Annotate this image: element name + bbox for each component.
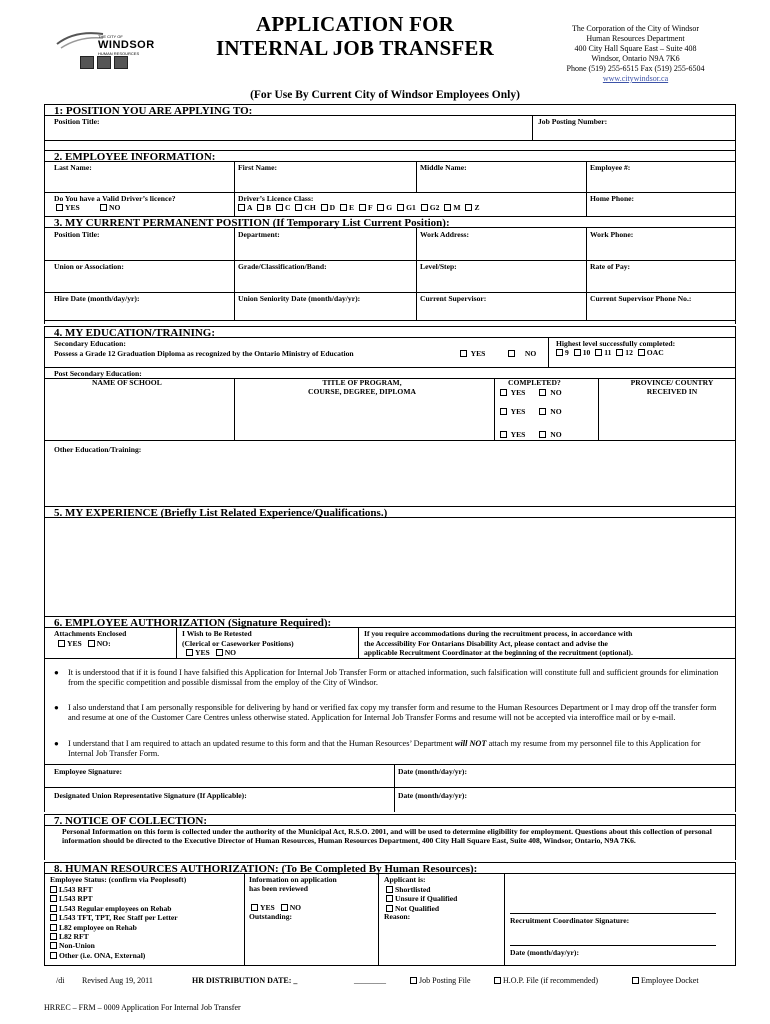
divider [44, 140, 736, 141]
info-reviewed-label: Information on application has been reviewed [249, 875, 337, 893]
section-8-heading: 8. HUMAN RESOURCES AUTHORIZATION: (To Be Completed By Human Resources): [44, 862, 736, 874]
divider [234, 162, 235, 216]
divider [234, 378, 235, 440]
divider [234, 228, 235, 320]
licence-yes-checkbox[interactable]: YES [56, 204, 80, 213]
divider [176, 628, 177, 658]
divider [586, 228, 587, 320]
logo-clock-icon [114, 56, 128, 69]
divider [548, 338, 549, 368]
section-1-heading: 1: POSITION YOU ARE APPLYING TO: [44, 104, 736, 116]
resume-statement: I understand that I am required to attach an updated resume to this form and that the Human Resources’ Department will NOT attach my resume from my personnel file to this Application for Internal Job Transfer Form. [68, 739, 701, 758]
job-posting-file-checkbox[interactable]: Job Posting File [410, 976, 471, 985]
delivery-statement: I also understand that I am personally responsible for delivering by hand or verified fax copy my transfer form and resume to the Human Resources Department or I may drop off the transfer form and resume at one of the Customer Care Centres unless otherwise stated. Application for Internal Job Transfer Forms and resume will not be accepted via interoffice mail or by e-mail. [68, 703, 717, 722]
col-school-header: NAME OF SCHOOL [92, 378, 162, 387]
logo-wordmark: WINDSOR [98, 39, 155, 51]
divider [358, 628, 359, 658]
employee-signature-field[interactable]: Employee Signature: [54, 767, 122, 776]
outstanding-field[interactable]: Outstanding: [249, 912, 293, 921]
coordinator-date-field[interactable]: Date (month/day/yr): [510, 948, 579, 957]
accommodation-line-1: If you require accommodations during the recruitment process, in accordance with [364, 629, 633, 638]
col-completed-header: COMPLETED? [508, 378, 561, 387]
supervisor-phone-field[interactable]: Current Supervisor Phone No.: [590, 294, 692, 303]
divider [504, 874, 505, 966]
section-7-heading: 7. NOTICE OF COLLECTION: [44, 814, 736, 826]
department-field[interactable]: Department: [238, 230, 280, 239]
secondary-education-label: Secondary Education: [54, 339, 126, 348]
bullet-icon: ● [54, 739, 59, 748]
completed-row-2[interactable]: YES NO [500, 408, 562, 417]
divider [244, 874, 245, 966]
logo-handshake-icon [97, 56, 111, 69]
corp-line: Human Resources Department [586, 34, 685, 43]
logo-icon-row [80, 56, 128, 69]
middle-name-field[interactable]: Middle Name: [420, 163, 467, 172]
divider [494, 378, 495, 440]
divider [44, 320, 736, 321]
footer-initials: /di [56, 976, 65, 985]
retest-checkboxes[interactable]: YES NO [186, 649, 236, 658]
section-5-frame[interactable] [44, 506, 736, 616]
completed-row-1[interactable]: YES NO [500, 389, 562, 398]
union-field[interactable]: Union or Association: [54, 262, 124, 271]
licence-class-options[interactable]: A B C CH D E F G G1 G2 M Z [238, 204, 480, 213]
logo-top-text: THE CITY OF [98, 34, 123, 39]
employee-status-options[interactable]: L543 RFT L543 RPT L543 Regular employees on Rehab L543 TFT, TPT, Rec Staff per Letter L82 employee on Rehab L82 RFT Non-Union Other (i.e. ONA, External) [50, 885, 178, 960]
work-address-field[interactable]: Work Address: [420, 230, 470, 239]
hr-distribution-date[interactable]: HR DISTRIBUTION DATE: _ [192, 976, 298, 985]
accommodation-line-2: the Accessibility For Ontarians Disability Act, please contact and advise the [364, 639, 608, 648]
employee-number-field[interactable]: Employee #: [590, 163, 631, 172]
form-identifier: HRREC – FRM – 0009 Application For Internal Job Transfer [44, 1003, 241, 1012]
union-signature-date-field[interactable]: Date (month/day/yr): [398, 791, 467, 800]
licence-no-checkbox[interactable]: NO [100, 204, 120, 213]
job-posting-number-field[interactable]: Job Posting Number: [538, 117, 608, 126]
collection-notice-text: Personal Information on this form is collected under the authority of the Municipal Act, R.S.O. 2001, and will be used to determine eligibility for employment. Questions about this collection of personal information should be directed to the Executive Director of Human Resources, Human Resources Department, 400 City Hall Square East, Suite 408, Windsor, Ontario, N9A 7K6. [62, 827, 712, 846]
signature-line [510, 945, 716, 946]
corporation-address [528, 24, 743, 84]
section-2-heading: 2. EMPLOYEE INFORMATION: [44, 150, 736, 162]
employee-docket-checkbox[interactable]: Employee Docket [632, 976, 699, 985]
other-education-field[interactable]: Other Education/Training: [54, 445, 142, 454]
divider [44, 764, 736, 765]
retest-label: I Wish to Be Retested [182, 629, 252, 638]
accommodation-line-3: applicable Recruitment Coordinator at the beginning of the recruitment (optional). [364, 648, 633, 657]
info-reviewed-checkboxes[interactable]: YES NO [251, 904, 301, 913]
divider [44, 292, 736, 293]
current-supervisor-field[interactable]: Current Supervisor: [420, 294, 487, 303]
section-3-heading: 3. MY CURRENT PERMANENT POSITION (If Temporary List Current Position): [44, 216, 736, 228]
form-title [180, 12, 530, 60]
divider [532, 116, 533, 140]
applicant-status-label: Applicant is: [384, 875, 426, 884]
recruitment-coordinator-signature-field[interactable]: Recruitment Coordinator Signature: [510, 916, 630, 925]
divider [378, 874, 379, 966]
hr-distribution-blank: ________ [354, 976, 386, 985]
divider [44, 367, 736, 368]
title-line-2: INTERNAL JOB TRANSFER [215, 36, 495, 61]
retest-note: (Clerical or Caseworker Positions) [182, 639, 294, 648]
grade-12-no-checkbox[interactable]: NO [508, 350, 536, 359]
reason-field[interactable]: Reason: [384, 912, 411, 921]
corp-line: Phone (519) 255-6515 Fax (519) 255-6504 [566, 64, 705, 73]
last-name-field[interactable]: Last Name: [54, 163, 92, 172]
website-link[interactable]: www.citywindsor.ca [602, 74, 669, 83]
seniority-date-field[interactable]: Union Seniority Date (month/day/yr): [238, 294, 361, 303]
corp-line: The Corporation of the City of Windsor [571, 24, 700, 33]
highest-level-label: Highest level successfully completed: [556, 339, 676, 348]
grade-12-yes-checkbox[interactable]: YES [460, 350, 485, 359]
section-5-heading: 5. MY EXPERIENCE (Briefly List Related Experience/Qualifications.) [44, 506, 736, 518]
rate-of-pay-field[interactable]: Rate of Pay: [590, 262, 631, 271]
corp-line: Windsor, Ontario N9A 7K6 [591, 54, 680, 63]
post-secondary-label: Post Secondary Education: [54, 369, 142, 378]
grade-12-question: Possess a Grade 12 Graduation Diploma as recognized by the Ontario Ministry of Education [54, 349, 354, 358]
bullet-icon: ● [54, 703, 59, 712]
divider [44, 260, 736, 261]
divider [416, 228, 417, 320]
divider [44, 378, 736, 379]
logo-subtitle: HUMAN RESOURCES [98, 51, 140, 56]
divider [44, 787, 736, 788]
section-4-heading: 4. MY EDUCATION/TRAINING: [44, 326, 736, 338]
bullet-icon: ● [54, 668, 59, 677]
current-position-title-field[interactable]: Position Title: [54, 230, 100, 239]
divider [586, 162, 587, 216]
employee-signature-date-field[interactable]: Date (month/day/yr): [398, 767, 467, 776]
signature-line [510, 913, 716, 914]
title-line-1: APPLICATION FOR [255, 12, 455, 36]
work-phone-field[interactable]: Work Phone: [590, 230, 634, 239]
hop-file-checkbox[interactable]: H.O.P. File (if recommended) [494, 976, 598, 985]
grade-field[interactable]: Grade/Classification/Band: [238, 262, 327, 271]
first-name-field[interactable]: First Name: [238, 163, 278, 172]
home-phone-field[interactable]: Home Phone: [590, 194, 635, 203]
footer-revised: Revised Aug 19, 2011 [82, 976, 153, 985]
licence-class-label: Driver’s Licence Class: [238, 194, 314, 203]
col-province-header: PROVINCE/ COUNTRY RECEIVED IN [630, 378, 714, 396]
divider [394, 764, 395, 812]
level-step-field[interactable]: Level/Step: [420, 262, 457, 271]
corp-line: 400 City Hall Square East – Suite 408 [574, 44, 697, 53]
section-1-frame [44, 104, 736, 152]
divider [44, 192, 736, 193]
applicant-status-options[interactable]: Shortlisted Unsure if Qualified Not Qualified [386, 885, 457, 913]
falsification-statement: It is understood that if it is found I have falsified this Application for Internal Job Transfer Form or attached information, such falsification will constitute full and sufficient grounds for elimination from the specific competition and possible dismissal from the employ of the City of Windsor. [68, 668, 719, 687]
divider [44, 658, 736, 659]
position-title-field[interactable]: Position Title: [54, 117, 100, 126]
divider [44, 440, 736, 441]
highest-level-options[interactable]: 9 10 11 12 OAC [556, 349, 664, 358]
col-program-header: TITLE OF PROGRAM, COURSE, DEGREE, DIPLOMA [307, 378, 416, 396]
employee-status-label: Employee Status: (confirm via Peoplesoft) [50, 875, 187, 884]
licence-question: Do You have a Valid Driver’s licence? [54, 194, 176, 203]
logo-person-icon [80, 56, 94, 69]
attachments-label: Attachments Enclosed [54, 629, 127, 638]
usage-note: (For Use By Current City of Windsor Employees Only) [250, 89, 520, 101]
hire-date-field[interactable]: Hire Date (month/day/yr): [54, 294, 140, 303]
attachments-checkboxes[interactable]: YES NO: [58, 640, 111, 649]
divider [416, 162, 417, 192]
section-6-heading: 6. EMPLOYEE AUTHORIZATION (Signature Required): [44, 616, 736, 628]
union-signature-field[interactable]: Designated Union Representative Signature (If Applicable): [54, 791, 247, 800]
completed-row-3[interactable]: YES NO [500, 431, 562, 440]
divider [598, 378, 599, 440]
